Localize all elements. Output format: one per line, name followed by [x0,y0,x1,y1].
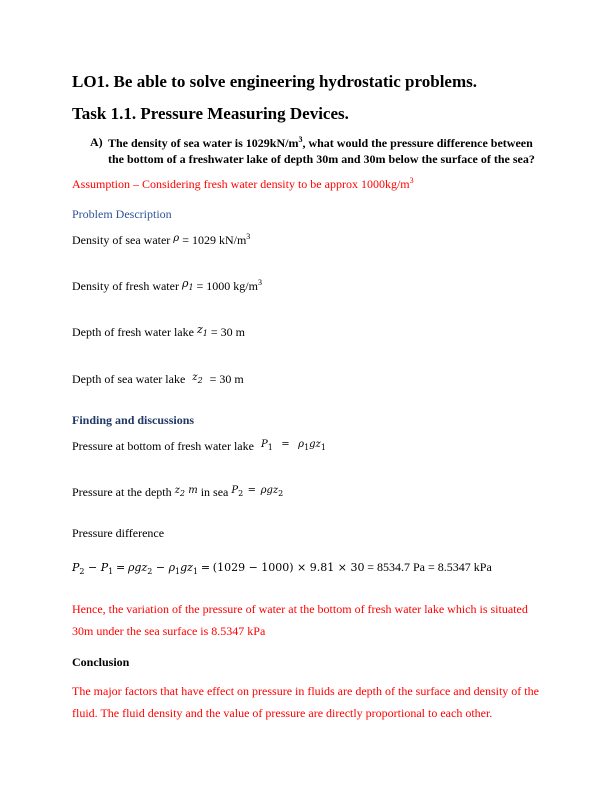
fresh-depth-line: Depth of fresh water lake $z_1 = 30$ m [72,323,245,339]
equation-p1: $P_1 = \rho_1gz_1$ [260,439,326,452]
sea-density-line: Density of sea water $^\rho$ = 1029 $kN/m^3$ [72,232,251,247]
assumption-text: Assumption – Considering fresh water density to be approx $1000kg/m^3$ [72,176,414,191]
fresh-density-line: Density of fresh water $\rho_1 = 1000$ $kg/m^3$ [72,277,262,293]
sea-pressure-line: Pressure at the depth $^{z_2 m}$ in sea $^{P_2 = \rho gz_2}$ [72,485,284,499]
fresh-pressure-line: Pressure at bottom of fresh water lake $P_1 = \rho_1gz_1$ [72,439,326,453]
page-heading-lo1: LO1. Be able to solve engineering hydrostatic problems. [72,72,478,91]
findings-heading: Finding and discussions [72,413,195,427]
problem-description-heading: Problem Description [72,207,172,221]
equation-p2: P2 = ρgz2 [231,485,284,498]
conclusion-heading: Conclusion [72,655,130,669]
symbol-z2-m: z2 m [174,485,198,498]
pressure-difference-label: Pressure difference [72,526,165,540]
task-heading: Task 1.1. Pressure Measuring Devices. [72,104,349,123]
question-text: The density of sea water is $1029kN/m^3$, what would the pressure difference between the bottom of a freshwater lake of depth 30m and 30m below the surface of the sea? [108,135,535,166]
sea-depth-line: Depth of sea water lake $^{z_2}$ = 30 m [72,372,244,386]
question-marker: A) [90,135,103,149]
equation-difference: $P_2 - P_1 = \rho gz_2 - \rho_1gz_1 = (1029 - 1000) \times 9.81 \times 30$ [72,561,365,577]
hence-paragraph: Hence, the variation of the pressure of water at the bottom of fresh water lake which is situated 30m under the sea surface is 8.5347 kPa [72,602,528,638]
conclusion-paragraph: The major factors that have effect on pressure in fluids are depth of the surface and density of the fluid. The fluid density and the value of pressure are directly proportional to each other. [72,684,539,720]
pressure-difference-line: $P_2 - P_1 = \rho gz_2 - \rho_1gz_1 = (1029 - 1000) \times 9.81 \times 30 = 8534.7$ Pa = 8.5347 kPa [72,560,492,577]
